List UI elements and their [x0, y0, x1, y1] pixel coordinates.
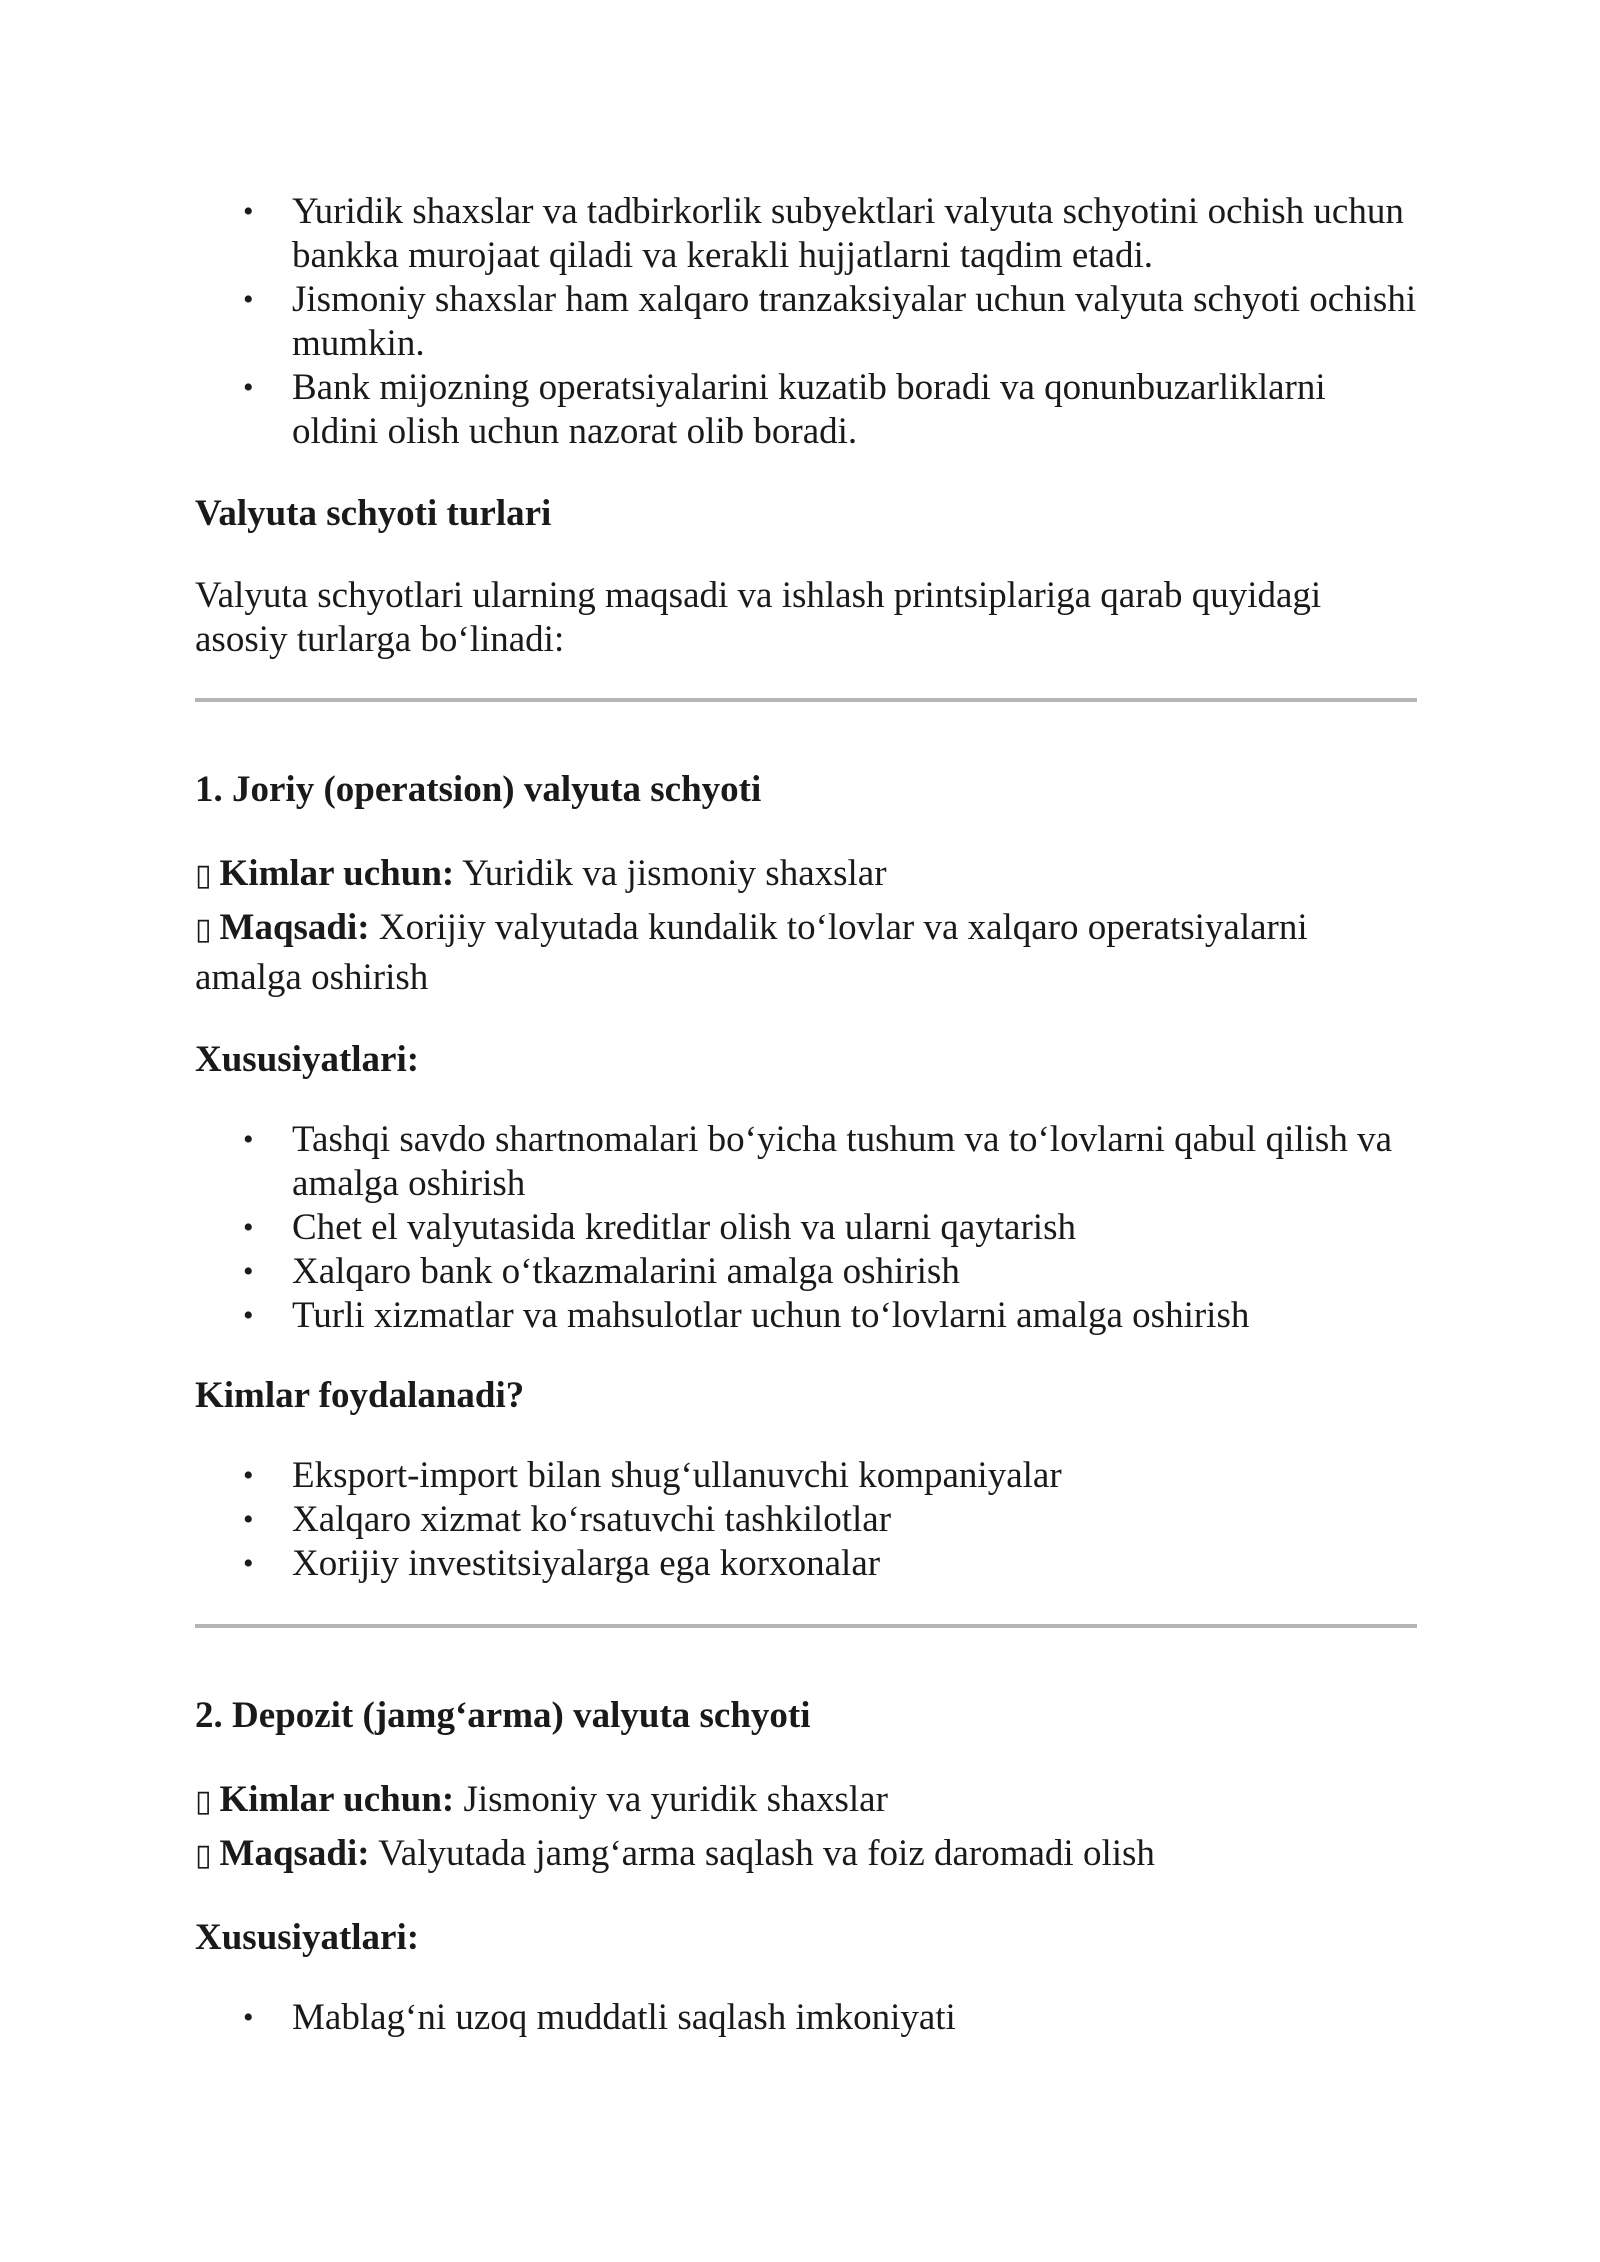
section1-users-list: [195, 1454, 1417, 1586]
list-item: • Bank mijozning operatsiyalarini kuzatib boradi va qonunbuzarliklarni oldini olish uchun nazorat olib boradi.: [292, 366, 1417, 454]
checkbox-icon: ▯: [195, 858, 212, 893]
checkbox-icon: ▯: [195, 1784, 212, 1819]
list-item: • Mablag‘ni uzoq muddatli saqlash imkoniyati: [292, 1996, 1417, 2040]
checkbox-icon: ▯: [195, 912, 212, 947]
list-item: • Xorijiy investitsiyalarga ega korxonalar: [292, 1542, 1417, 1586]
section-divider: [195, 1624, 1417, 1628]
list-item: • Yuridik shaxslar va tadbirkorlik subyektlari valyuta schyotini ochish uchun bankka murojaat qiladi va kerakli hujjatlarni taqdim etadi.: [292, 190, 1417, 278]
who-value: Yuridik va jismoniy shaxslar: [454, 853, 887, 894]
purpose-label: Maqsadi:: [219, 1833, 370, 1874]
types-intro-paragraph: Valyuta schyotlari ularning maqsadi va ishlash printsiplariga qarab quyidagi asosiy turlarga bo‘linadi:: [195, 575, 1322, 660]
checkbox-icon: ▯: [195, 1838, 212, 1873]
section1-features-heading: Xususiyatlari:: [195, 1039, 420, 1080]
purpose-value: Xorijiy valyutada kundalik to‘lovlar va xalqaro operatsiyalarni amalga oshirish: [195, 907, 1308, 998]
list-item: • Chet el valyutasida kreditlar olish va ularni qaytarish: [292, 1206, 1417, 1250]
purpose-value: Valyutada jamg‘arma saqlash va foiz daromadi olish: [369, 1833, 1155, 1874]
purpose-label: Maqsadi:: [219, 907, 370, 948]
section2-features-heading: Xususiyatlari:: [195, 1917, 420, 1958]
document-page: [195, 190, 1417, 2040]
who-value: Jismoniy va yuridik shaxslar: [454, 1779, 888, 1820]
list-item: • Xalqaro xizmat ko‘rsatuvchi tashkilotlar: [292, 1498, 1417, 1542]
who-label: Kimlar uchun:: [219, 1779, 455, 1820]
section2-who-line: [195, 1776, 1417, 1826]
section1-purpose-line: [195, 904, 1417, 1002]
section2-purpose-line: [195, 1830, 1417, 1880]
section1-users-heading: Kimlar foydalanadi?: [195, 1375, 525, 1416]
list-item: • Turli xizmatlar va mahsulotlar uchun to‘lovlarni amalga oshirish: [292, 1294, 1417, 1338]
section1-title: 1. Joriy (operatsion) valyuta schyoti: [195, 769, 762, 810]
who-label: Kimlar uchun:: [219, 853, 455, 894]
list-item: • Xalqaro bank o‘tkazmalarini amalga oshirish: [292, 1250, 1417, 1294]
section2-title: 2. Depozit (jamg‘arma) valyuta schyoti: [195, 1695, 811, 1736]
section1-who-line: [195, 850, 1417, 900]
types-heading: Valyuta schyoti turlari: [195, 493, 552, 534]
intro-bullet-list: [195, 190, 1417, 454]
section-divider: [195, 698, 1417, 702]
list-item: • Tashqi savdo shartnomalari bo‘yicha tushum va to‘lovlarni qabul qilish va amalga oshirish: [292, 1118, 1417, 1206]
section2-features-list: [195, 1996, 1417, 2040]
section1-features-list: [195, 1118, 1417, 1338]
list-item: • Eksport-import bilan shug‘ullanuvchi kompaniyalar: [292, 1454, 1417, 1498]
list-item: • Jismoniy shaxslar ham xalqaro tranzaksiyalar uchun valyuta schyoti ochishi mumkin.: [292, 278, 1417, 366]
